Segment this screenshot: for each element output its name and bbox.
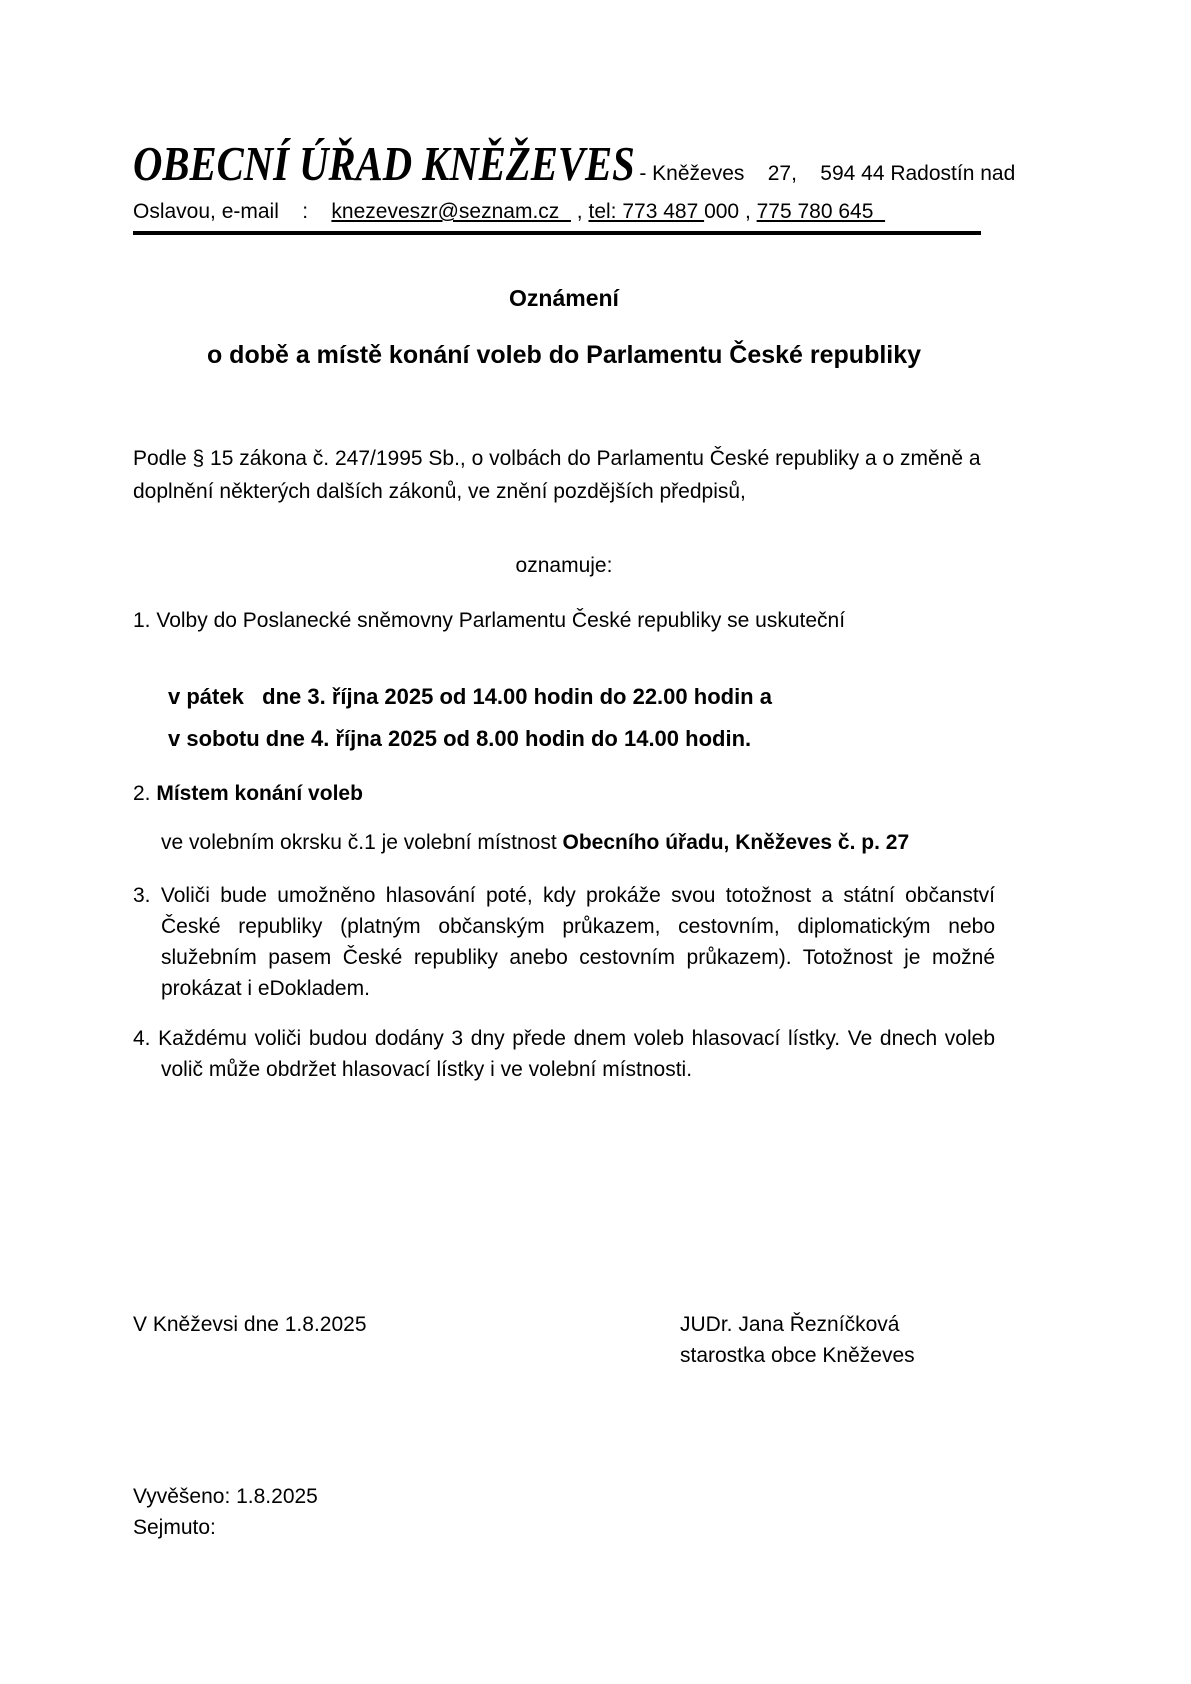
list-item-1 — [133, 604, 995, 637]
item-2-heading: Místem konání voleb — [156, 782, 363, 805]
item-4-text: Každému voliči budou dodány 3 dny přede dnem voleb hlasovací lístky. Ve dnech voleb volič může obdržet hlasovací lístky i ve volební místnosti. — [158, 1027, 995, 1081]
signatory — [680, 1309, 915, 1371]
header-rule — [133, 231, 981, 235]
item-4-number: 4. — [133, 1027, 151, 1050]
signature-place-date: V Kněževsi dne 1.8.2025 — [133, 1313, 367, 1336]
item-3-text: Voliči bude umožněno hlasování poté, kdy prokáže svou totožnost a státní občanství České republiky (platným občanským průkazem, cestovním, diplomatickým nebo služebním pasem České republiky anebo cestovním průkazem). Totožnost je možné prokázat i eDokladem. — [160, 884, 995, 1000]
phone-primary-tail: 000 , — [704, 200, 757, 223]
posting-block — [133, 1481, 995, 1543]
doc-subtitle: o době a místě konání voleb do Parlamentu České republiky — [206, 341, 922, 369]
election-date-saturday: v sobotu dne 4. října 2025 od 8.00 hodin do 14.00 hodin. — [168, 726, 752, 751]
doc-title: Oznámení — [509, 285, 619, 311]
org-name: OBECNÍ ÚŘAD KNĚŽEVES — [133, 136, 635, 191]
contact-separator: , — [570, 200, 589, 223]
letterhead — [133, 136, 1016, 235]
email-text: knezeveszr@seznam.cz — [331, 200, 571, 223]
contact-prefix: Oslavou, e-mail : — [133, 200, 332, 223]
polling-place-text: ve volebním okrsku č.1 je volební místnost — [161, 831, 563, 854]
list-item-4 — [133, 1023, 995, 1085]
item-2-number: 2. — [133, 782, 151, 805]
signature-block — [133, 1309, 995, 1371]
election-date-friday: v pátek dne 3. října 2025 od 14.00 hodin do 22.00 hodin a — [168, 684, 772, 709]
announce-line: oznamuje: — [515, 554, 613, 577]
list-item-3 — [133, 880, 995, 1004]
letterhead-line-1 — [133, 136, 1016, 192]
signatory-name: JUDr. Jana Řezníčková — [680, 1313, 900, 1336]
election-dates — [168, 676, 995, 760]
item-3-number: 3. — [133, 884, 151, 907]
item-1-text: Volby do Poslanecké sněmovny Parlamentu České republiky se uskuteční — [156, 609, 846, 632]
phone-alternate: 775 780 645 — [756, 200, 886, 223]
posted-line: Vyvěšeno: 1.8.2025 — [133, 1485, 318, 1508]
letterhead-line-2 — [133, 200, 995, 224]
org-address-suffix: - Kněževes 27, 594 44 Radostín nad — [633, 162, 1016, 185]
polling-place-line — [161, 826, 995, 859]
signatory-role: starostka obce Kněževes — [680, 1344, 915, 1367]
phone-primary: tel: 773 487 — [588, 200, 705, 223]
removed-line: Sejmuto: — [133, 1516, 216, 1539]
item-1-number: 1. — [133, 609, 151, 632]
intro-paragraph: Podle § 15 zákona č. 247/1995 Sb., o volbách do Parlamentu České republiky a o změně a doplnění některých dalších zákonů, ve znění pozdějších předpisů, — [133, 447, 981, 503]
polling-place-name: Obecního úřadu, Kněževes č. p. 27 — [562, 831, 910, 854]
list-item-2 — [133, 777, 995, 810]
